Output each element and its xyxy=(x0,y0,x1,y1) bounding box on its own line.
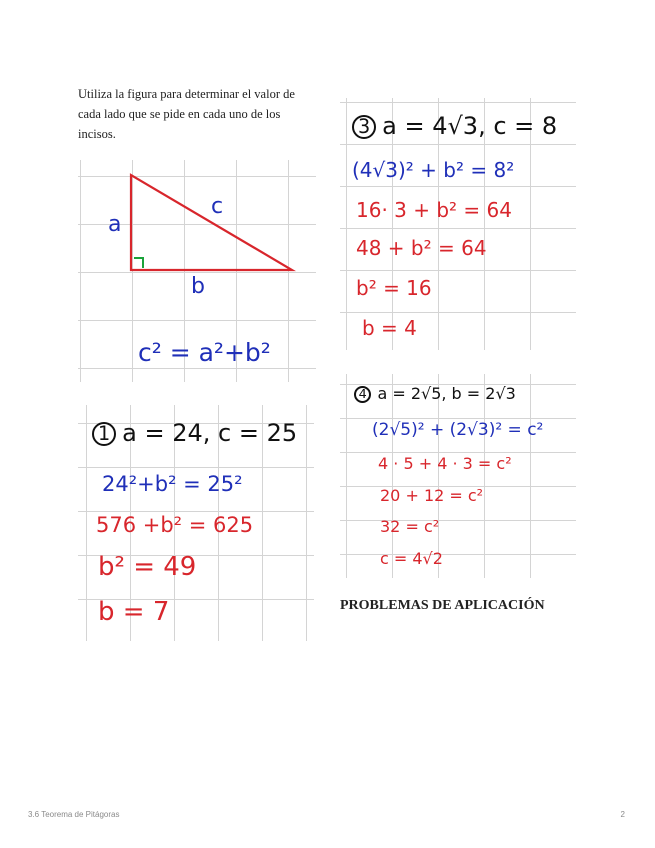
section-heading: PROBLEMAS DE APLICACIÓN xyxy=(340,598,545,613)
problem-3-step-3: 48 + b² = 64 xyxy=(356,236,487,260)
right-angle-marker xyxy=(134,258,143,268)
problem-3-step-1: (4√3)² + b² = 8² xyxy=(352,158,515,182)
problem-1-number: 1 xyxy=(92,422,116,446)
problem-1-step-3: b² = 49 xyxy=(98,552,197,582)
problem-1-step-1: 24²+b² = 25² xyxy=(102,472,243,496)
side-b-label: b xyxy=(191,274,205,299)
problem-3-panel xyxy=(340,98,576,350)
problem-1-header xyxy=(92,419,297,447)
problem-4-step-5: c = 4√2 xyxy=(380,549,443,568)
problem-4-header xyxy=(354,384,516,403)
problem-4-panel xyxy=(340,374,576,578)
problem-4-given: a = 2√5, b = 2√3 xyxy=(377,384,516,403)
problem-1-step-2: 576 +b² = 625 xyxy=(96,513,254,537)
problem-3-given: a = 4√3, c = 8 xyxy=(382,112,558,140)
instructions-line-3: incisos. xyxy=(78,127,116,141)
pythagoras-formula: c² = a²+b² xyxy=(138,338,271,367)
side-a-label: a xyxy=(108,212,122,237)
problem-4-step-4: 32 = c² xyxy=(380,517,440,536)
page-number: 2 xyxy=(620,810,625,819)
problem-1-panel xyxy=(78,405,314,641)
triangle-shape xyxy=(131,175,292,270)
instructions xyxy=(78,84,318,144)
instructions-line-1: Utiliza la figura para determinar el valor de xyxy=(78,87,295,101)
problem-3-header xyxy=(352,112,557,140)
problem-3-step-5: b = 4 xyxy=(362,316,417,340)
problem-4-number: 4 xyxy=(354,386,371,403)
problem-3-step-4: b² = 16 xyxy=(356,276,432,300)
problem-3-number: 3 xyxy=(352,115,376,139)
problem-3-step-2: 16· 3 + b² = 64 xyxy=(356,198,512,222)
problem-1-step-4: b = 7 xyxy=(98,597,170,627)
problem-4-step-2: 4 · 5 + 4 · 3 = c² xyxy=(378,454,512,473)
problem-1-given: a = 24, c = 25 xyxy=(122,419,298,447)
problem-4-step-3: 20 + 12 = c² xyxy=(380,486,484,505)
triangle-figure-panel xyxy=(78,160,316,382)
footer-title: 3.6 Teorema de Pitágoras xyxy=(28,810,120,819)
instructions-line-2: cada lado que se pide en cada uno de los xyxy=(78,107,281,121)
problem-4-step-1: (2√5)² + (2√3)² = c² xyxy=(372,420,544,440)
side-c-label: c xyxy=(211,194,224,219)
